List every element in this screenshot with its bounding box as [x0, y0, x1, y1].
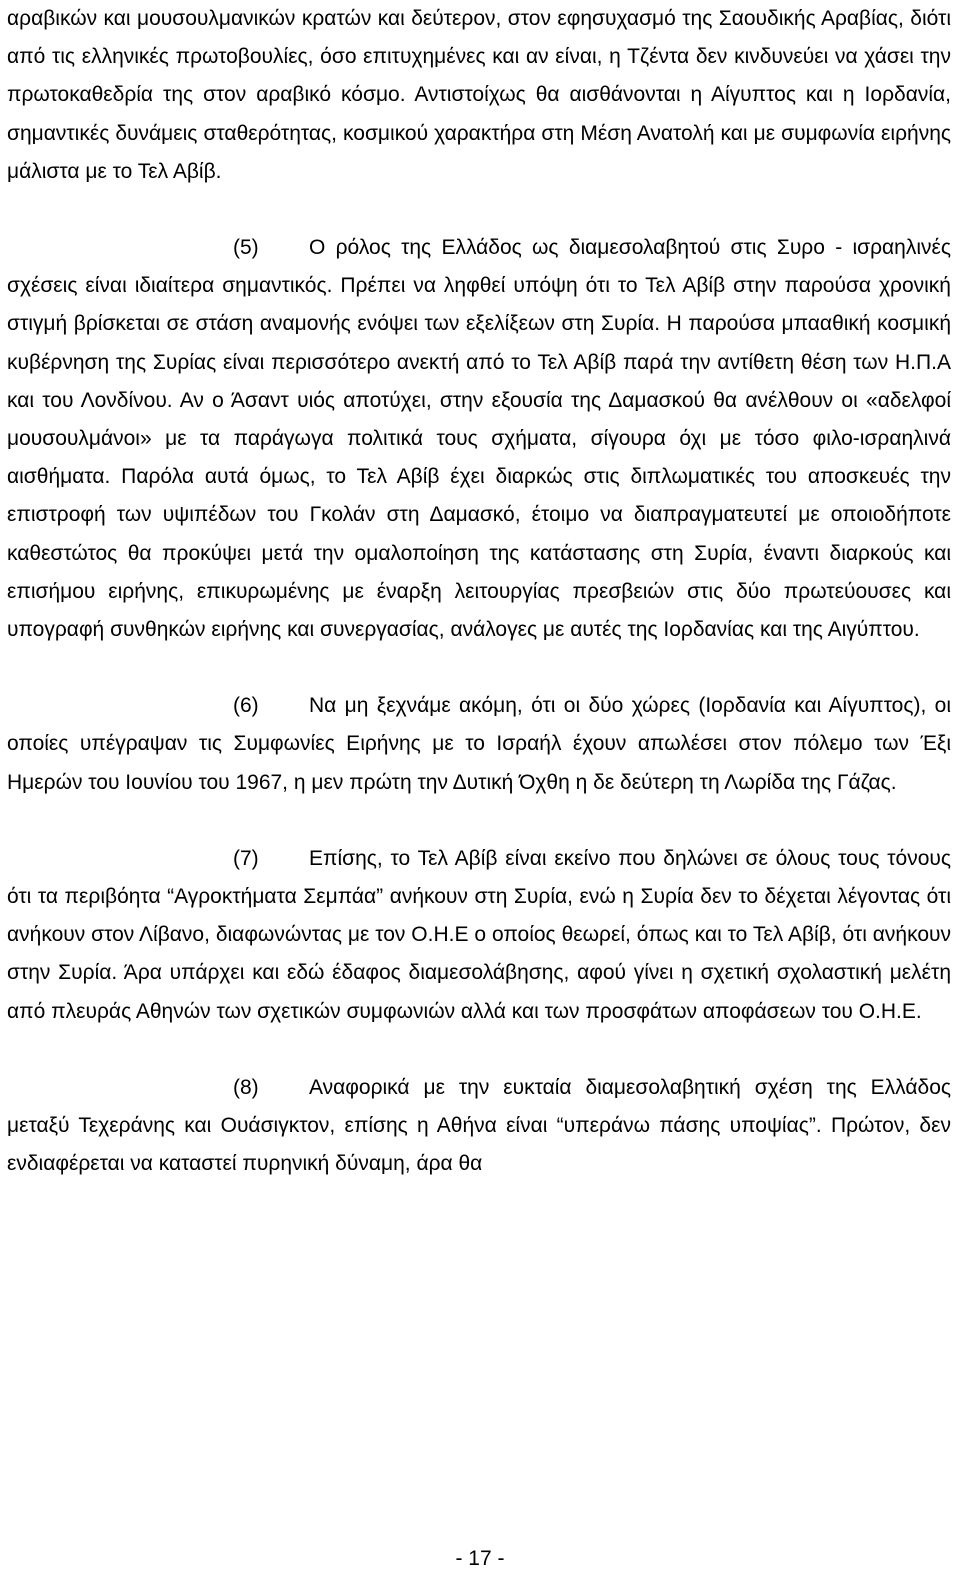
- paragraph-6: [7, 687, 951, 802]
- paragraph-number: (7): [233, 846, 259, 870]
- paragraph-text: Να μη ξεχνάμε ακόμη, ότι οι δύο χώρες (Ιορδανία και Αίγυπτος), οι οποίες υπέγραψαν τις Συμφωνίες Ειρήνης με το Ισραήλ έχουν απωλέσει στον πόλεμο των Έξι Ημερών του Ιουνίου του 1967, η μεν πρώτη την Δυτική Όχθη η δε δεύτερη τη Λωρίδα της Γάζας.: [7, 694, 951, 794]
- paragraph-number: (5): [233, 236, 259, 260]
- paragraph-text: αραβικών και μουσουλμανικών κρατών και δεύτερον, στον εφησυχασμό της Σαουδικής Αραβίας, διότι από τις ελληνικές πρωτοβουλίες, όσο επιτυχημένες και αν είναι, η Τζέντα δεν κινδυνεύει να χάσει την πρωτοκαθεδρία της στον αραβικό κόσμο. Αντιστοίχως θα αισθάνονται η Αίγυπτος και η Ιορδανία, σημαντικές δυνάμεις σταθερότητας, κοσμικού χαρακτήρα στη Μέση Ανατολή και με συμφωνία ειρήνης μάλιστα με το Τελ Αβίβ.: [7, 7, 951, 183]
- paragraph-8: [7, 1069, 951, 1184]
- paragraph-continued: [7, 0, 951, 191]
- paragraph-spacer: [7, 191, 951, 229]
- paragraph-number: (8): [233, 1075, 259, 1099]
- page-number: - 17 -: [455, 1547, 505, 1570]
- paragraph-text: Ο ρόλος της Ελλάδος ως διαμεσολαβητού στις Συρο - ισραηλινές σχέσεις είναι ιδιαίτερα σημαντικός. Πρέπει να ληφθεί υπόψη ότι το Τελ Αβίβ στην παρούσα χρονική στιγμή βρίσκεται σε στάση αναμονής ενόψει των εξελίξεων στη Συρία. Η παρούσα μπααθική κοσμική κυβέρνηση της Συρίας είναι περισσότερο ανεκτή από το Τελ Αβίβ παρά την αντίθετη θέση των Η.Π.Α και του Λονδίνου. Αν ο Άσαντ υιός αποτύχει, στην εξουσία της Δαμασκού θα ανέλθουν οι «αδελφοί μουσουλμάνοι» με τα παράγωγα πολιτικά τους σχήματα, σίγουρα όχι με τόσο φιλο-ισραηλινά αισθήματα. Παρόλα αυτά όμως, το Τελ Αβίβ έχει διαρκώς στις διπλωματικές του αποσκευές την επιστροφή των υψιπέδων του Γκολάν στη Δαμασκό, έτοιμο να διαπραγματευτεί με οποιοδήποτε καθεστώτος θα προκύψει μετά την ομαλοποίηση της κατάστασης στη Συρία, έναντι διαρκούς και επισήμου ειρήνης, επικυρωμένης με έναρξη λειτουργίας πρεσβειών στις δύο πρωτεύουσες και υπογραφή συνθηκών ειρήνης και συνεργασίας, ανάλογες με αυτές της Ιορδανίας και της Αιγύπτου.: [7, 236, 951, 642]
- paragraph-spacer: [7, 1031, 951, 1069]
- paragraph-number: (6): [233, 694, 259, 718]
- paragraph-7: [7, 840, 951, 1031]
- paragraph-spacer: [7, 802, 951, 840]
- paragraph-text: Αναφορικά με την ευκταία διαμεσολαβητική σχέση της Ελλάδος μεταξύ Τεχεράνης και Ουάσιγκτον, επίσης η Αθήνα είναι “υπεράνω πάσης υποψίας”. Πρώτον, δεν ενδιαφέρεται να καταστεί πυρηνική δύναμη, άρα θα: [7, 1075, 951, 1176]
- paragraph-spacer: [7, 649, 951, 687]
- paragraph-text: Επίσης, το Τελ Αβίβ είναι εκείνο που δηλώνει σε όλους τους τόνους ότι τα περιβόητα “Αγροκτήματα Σεμπάα” ανήκουν στη Συρία, ενώ η Συρία δεν το δέχεται λέγοντας ότι ανήκουν στον Λίβανο, διαφωνώντας με τον Ο.Η.Ε ο οποίος θεωρεί, όπως και το Τελ Αβίβ, ότι ανήκουν στην Συρία. Άρα υπάρχει και εδώ έδαφος διαμεσολάβησης, αφού γίνει η σχετική σχολαστική μελέτη από πλευράς Αθηνών των σχετικών συμφωνιών αλλά και των προσφάτων αποφάσεων του Ο.Η.Ε.: [7, 846, 951, 1023]
- document-page: [7, 0, 951, 1183]
- paragraph-5: [7, 229, 951, 649]
